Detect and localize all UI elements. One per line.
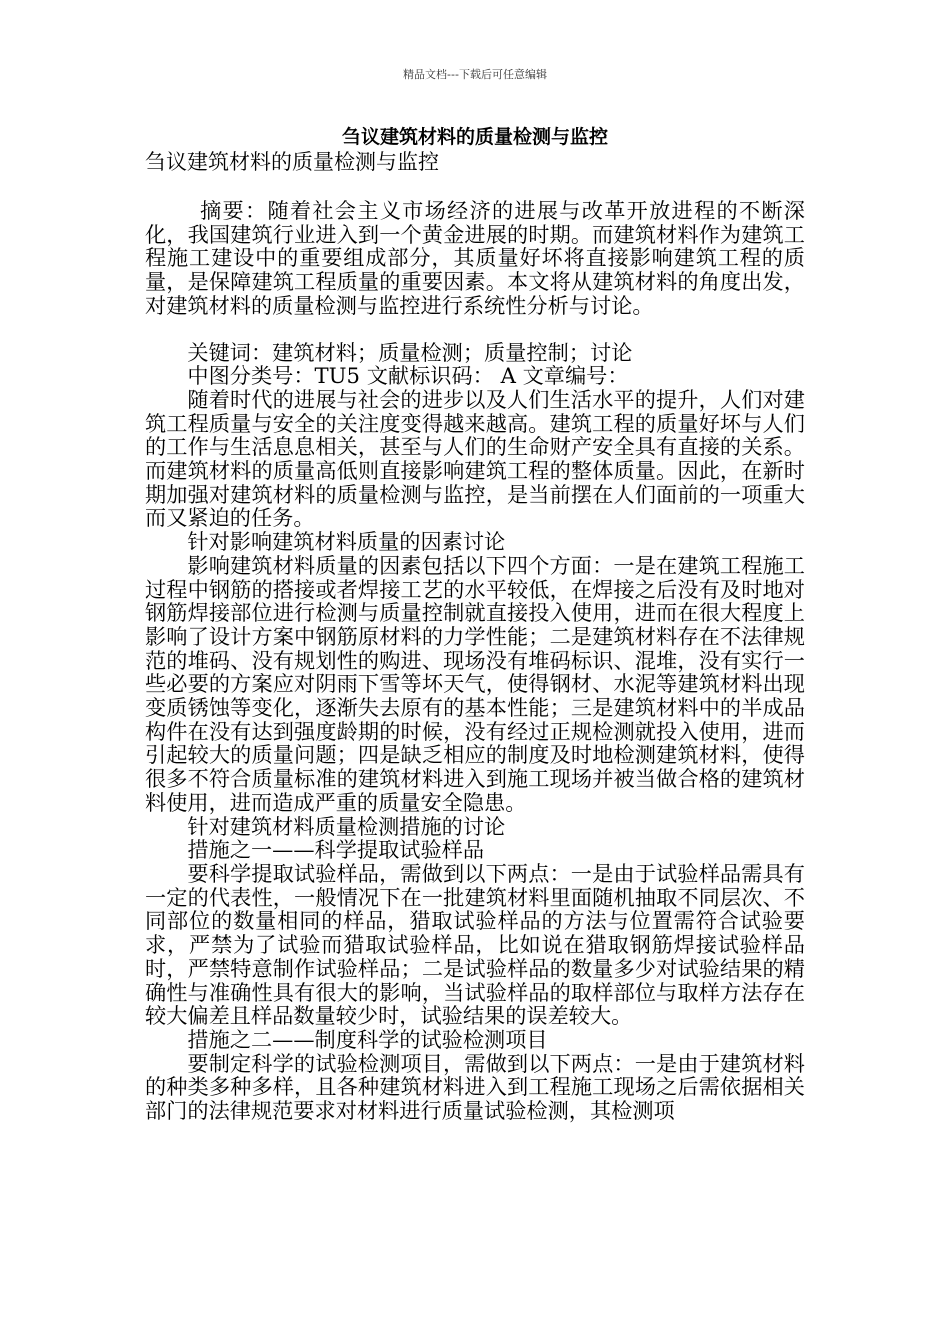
- keywords-line: 关键词：建筑材料；质量检测；质量控制；讨论: [187, 339, 633, 365]
- intro-paragraph: 随着时代的进展与社会的进步以及人们生活水平的提升，人们对建筑工程质量与安全的关注度变得越来越高。建筑工程的质量好坏与人们的工作与生活息息相关，甚至与人们的生命财产安全具有直接的关系。而建筑材料的质量高低则直接影响建筑工程的整体质量。因此，在新时期加强对建筑材料的质量检测与监控，是当前摆在人们面前的一项重大而又紧迫的任务。: [145, 386, 805, 531]
- abstract-paragraph: 摘要：随着社会主义市场经济的进展与改革开放进程的不断深化，我国建筑行业进入到一个黄金进展的时期。而建筑材料作为建筑工程施工建设中的重要组成部分，其质量好坏将直接影响建筑工程的质量，是保障建筑工程质量的重要因素。本文将从建筑材料的角度出发，对建筑材料的质量检测与监控进行系统性分析与讨论。: [145, 198, 805, 318]
- section1-heading: 针对影响建筑材料质量的因素讨论: [187, 529, 506, 555]
- document-body: [145, 148, 805, 1123]
- measure1-heading: 措施之一——科学提取试验样品: [187, 837, 485, 863]
- measure1-paragraph: 要科学提取试验样品，需做到以下两点：一是由于试验样品需具有一定的代表性，一般情况下在一批建筑材料里面随机抽取不同层次、不同部位的数量相同的样品，猎取试验样品的方法与位置需符合试验要求，严禁为了试验而猎取试验样品，比如说在猎取钢筋焊接试验样品时，严禁特意制作试验样品；二是试验样品的数量多少对试验结果的精确性与准确性具有很大的影响，当试验样品的取样部位与取样方法存在较大偏差且样品数量较少时，试验结果的误差较大。: [145, 860, 805, 1029]
- classification-line: 中图分类号：TU5 文献标识码： A 文章编号：: [187, 363, 629, 389]
- measure2-paragraph: 要制定科学的试验检测项目，需做到以下两点：一是由于建筑材料的种类多种多样，且各种建筑材料进入到工程施工现场之后需依据相关部门的法律规范要求对材料进行质量试验检测，其检测项: [145, 1050, 805, 1124]
- page-header: 精品文档---下载后可任意编辑: [403, 68, 547, 81]
- document-subtitle: 刍议建筑材料的质量检测与监控: [145, 150, 439, 174]
- document-title: 刍议建筑材料的质量检测与监控: [341, 126, 608, 148]
- spacer: [145, 318, 805, 341]
- section2-heading: 针对建筑材料质量检测措施的讨论: [187, 813, 506, 839]
- measure2-heading: 措施之二——制度科学的试验检测项目: [187, 1026, 548, 1052]
- spacer: [145, 176, 805, 199]
- section1-paragraph: 影响建筑材料质量的因素包括以下四个方面：一是在建筑工程施工过程中钢筋的搭接或者焊接工艺的水平较低，在焊接之后没有及时地对钢筋焊接部位进行检测与质量控制就直接投入使用，进而在很大程度上影响了设计方案中钢筋原材料的力学性能；二是建筑材料存在不法律规范的堆码、没有规划性的购进、现场没有堆码标识、混堆，没有实行一些必要的方案应对阴雨下雪等坏天气，使得钢材、水泥等建筑材料出现变质锈蚀等变化，逐渐失去原有的基本性能；三是建筑材料中的半成品构件在没有达到强度龄期的时候，没有经过正规检测就投入使用，进而引起较大的质量问题；四是缺乏相应的制度及时地检测建筑材料，使得很多不符合质量标准的建筑材料进入到施工现场并被当做合格的建筑材料使用，进而造成严重的质量安全隐患。: [145, 552, 805, 815]
